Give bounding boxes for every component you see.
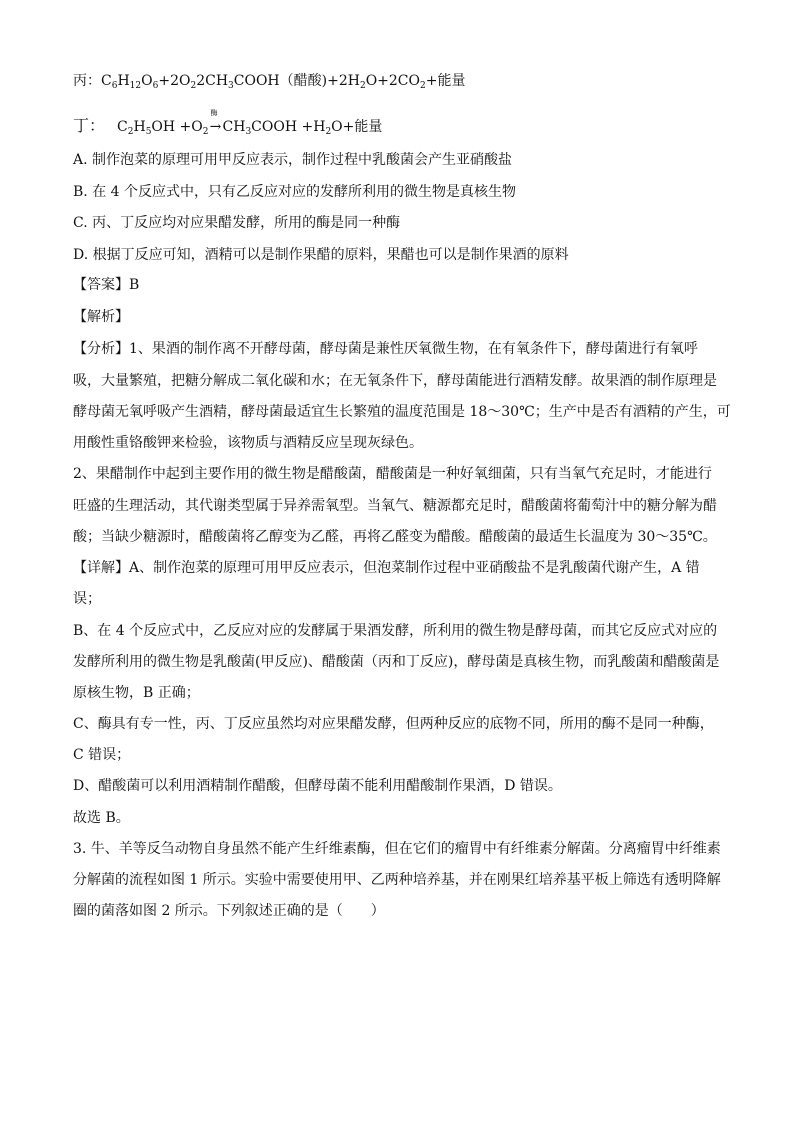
eq-sub: 5 — [145, 127, 152, 137]
body-line: 【详解】A、制作泡菜的原理可用甲反应表示，但泡菜制作过程中亚硝酸盐不是乳酸菌代谢产生，A 错 — [73, 560, 700, 576]
body-line: 原核生物，B 正确； — [73, 685, 200, 701]
question-line: 圈的菌落如图 2 所示。下列叙述正确的是（ ） — [73, 903, 385, 919]
equation-ding — [73, 109, 733, 137]
question-line: 3. 牛、羊等反刍动物自身虽然不能产生纤维素酶，但在它们的瘤胃中有纤维素分解菌。分离瘤胃中纤维素 — [73, 841, 721, 857]
body-line: D、醋酸菌可以利用酒精制作醋酸，但酵母菌不能利用醋酸制作果酒，D 错误。 — [73, 778, 562, 794]
option-c: C. 丙、丁反应均对应果醋发酵，所用的酶是同一种酶 — [73, 215, 401, 231]
body-line: 旺盛的生理活动，其代谢类型属于异养需氧型。当氧气、糖源都充足时，醋酸菌将葡萄汁中的糖分解为醋 — [73, 498, 717, 514]
eq-text: CH — [222, 119, 246, 135]
body-line: C、酶具有专一性，丙、丁反应虽然均对应果醋发酵，但两种反应的底物不同，所用的酶不是同一种酶， — [73, 716, 714, 732]
arrow-glyph: → — [209, 119, 222, 135]
eq-sub: 6 — [152, 81, 159, 91]
option-b: B. 在 4 个反应式中，只有乙反应对应的发酵所利用的微生物是真核生物 — [73, 184, 516, 200]
eq-sub: 12 — [129, 81, 142, 91]
equation-bing — [73, 72, 733, 90]
body-line: 【分析】1、果酒的制作离不开酵母菌，酵母菌是兼性厌氧微生物，在有氧条件下，酵母菌进行有氧呼 — [73, 341, 698, 357]
eq-text: COOH（醋酸)+2H — [233, 73, 360, 89]
eq-sub: 2 — [127, 127, 134, 137]
body-line: 用酸性重铬酸钾来检验，该物质与酒精反应呈现灰绿色。 — [73, 435, 423, 451]
eq-text: H — [133, 119, 146, 135]
question-line: 分解菌的流程如图 1 所示。实验中需要使用甲、乙两种培养基，并在刚果红培养基平板上筛选有透明降解 — [73, 872, 721, 888]
body-line: 故选 B。 — [73, 810, 130, 826]
reaction-arrow — [209, 109, 223, 136]
eq-sub: 2 — [202, 127, 209, 137]
eq-sub: 2 — [190, 81, 197, 91]
eq-text: C — [117, 119, 128, 135]
eq-text: O+2CO — [365, 73, 420, 89]
option-d: D. 根据丁反应可知，酒精可以是制作果醋的原料，果醋也可以是制作果酒的原料 — [73, 247, 569, 263]
body-line: 酸；当缺少糖源时，醋酸菌将乙醇变为乙醛，再将乙醛变为醋酸。醋酸菌的最适生长温度为 30～35℃。 — [73, 529, 717, 545]
body-line: 误； — [73, 591, 101, 607]
eq-text: O+能量 — [331, 119, 383, 135]
eq-text: +能量 — [425, 73, 466, 89]
eq-sub: 2 — [325, 127, 332, 137]
body-line: 吸，大量繁殖，把糖分解成二氧化碳和水；在无氧条件下，酵母菌能进行酒精发酵。故果酒的制作原理是 — [73, 373, 717, 389]
eq-sub: 3 — [245, 127, 252, 137]
answer-line: 【答案】B — [73, 277, 140, 293]
eq-text: +2O — [158, 73, 191, 89]
eq-text: COOH +H — [251, 119, 326, 135]
eq-text: O — [141, 73, 153, 89]
body-line: C 错误； — [73, 747, 131, 763]
eq-sub: 2 — [420, 81, 426, 91]
analysis-heading: 【解析】 — [73, 309, 129, 325]
body-line: 酵母菌无氧呼吸产生酒精，酵母菌最适宜生长繁殖的温度范围是 18～30℃；生产中是否有酒精的产生，可 — [73, 404, 731, 420]
eq-text: C — [101, 73, 112, 89]
enzyme-label: 酶 — [210, 109, 218, 117]
eq-text: 2CH — [196, 73, 229, 89]
eq-text: OH +O — [151, 119, 203, 135]
equation-label: 丁： — [73, 116, 106, 135]
body-line: B、在 4 个反应式中，乙反应对应的发酵属于果酒发酵，所利用的微生物是酵母菌，而其它反应式对应的 — [73, 623, 718, 639]
eq-sub: 2 — [359, 81, 366, 91]
eq-sub: 3 — [228, 81, 234, 91]
body-line: 2、果醋制作中起到主要作用的微生物是醋酸菌，醋酸菌是一种好氧细菌，只有当氧气充足时，才能进行 — [73, 466, 712, 482]
option-a: A. 制作泡菜的原理可用甲反应表示，制作过程中乳酸菌会产生亚硝酸盐 — [73, 152, 513, 168]
equation-label: 丙： — [73, 73, 101, 89]
body-line: 发酵所利用的微生物是乳酸菌(甲反应)、醋酸菌（丙和丁反应)，酵母菌是真核生物，而乳酸菌和醋酸菌是 — [73, 654, 720, 670]
eq-sub: 6 — [111, 81, 118, 91]
eq-text: H — [117, 73, 130, 89]
